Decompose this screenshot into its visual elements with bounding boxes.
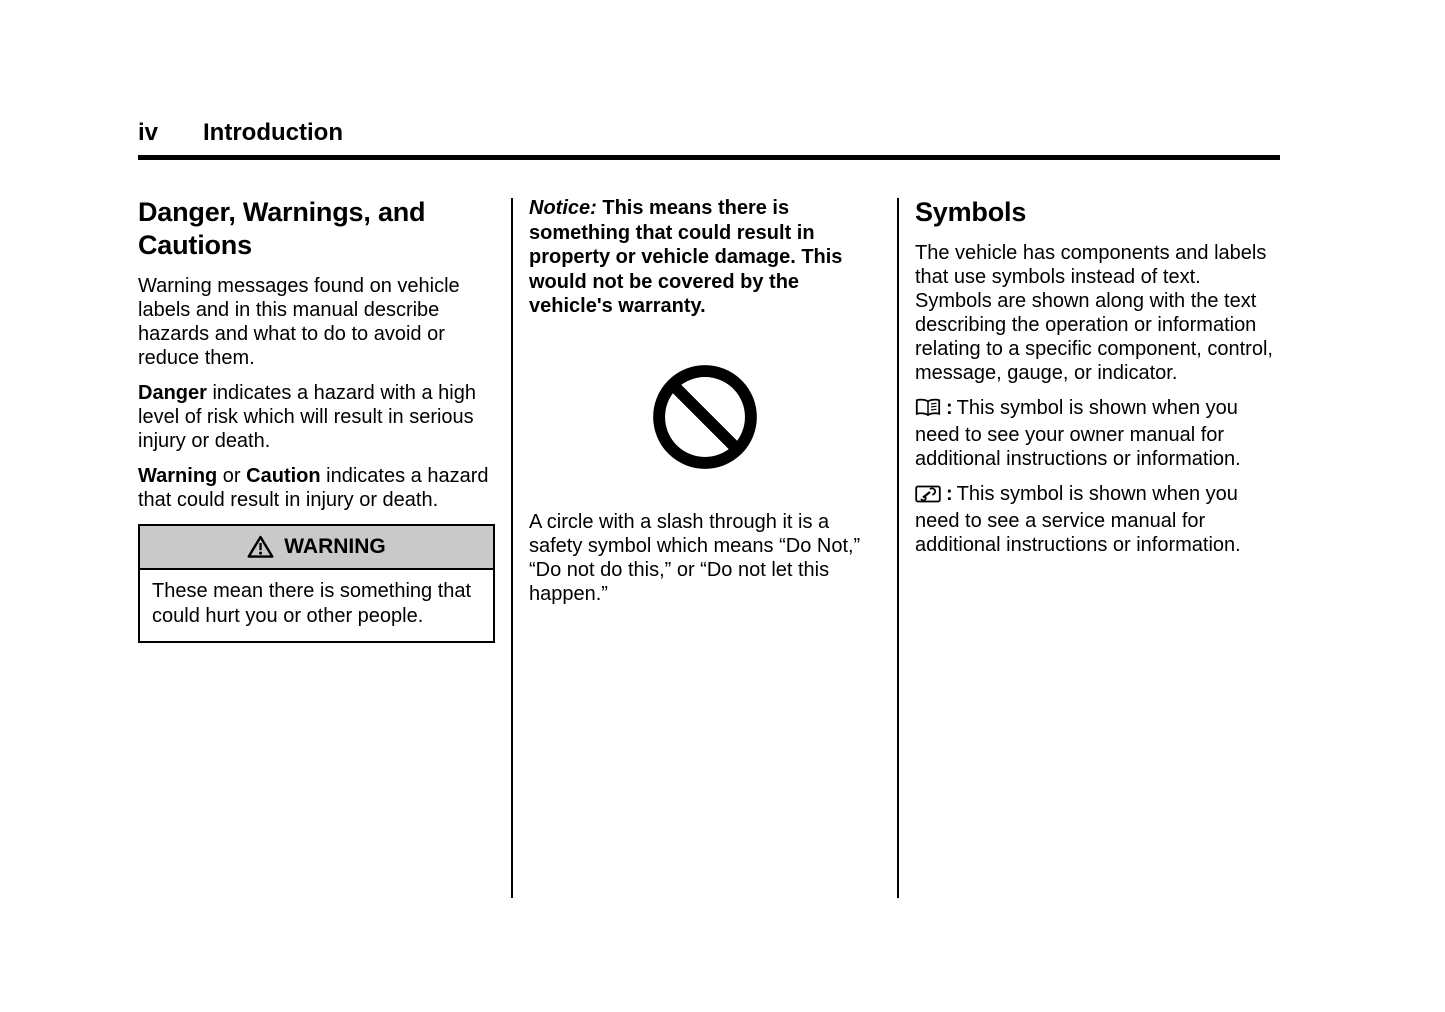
dangers-heading: Danger, Warnings, and Cautions xyxy=(138,197,426,261)
warning-caution-description: indicates a hazard that could result in injury or death. xyxy=(138,465,489,512)
warning-box xyxy=(138,524,495,643)
danger-description: indicates a hazard with a high level of risk which will result in serious injury or death. xyxy=(138,382,476,453)
column-notice xyxy=(529,196,881,898)
no-symbol-wrap xyxy=(529,363,881,476)
caution-term: Caution xyxy=(246,465,321,488)
dangers-paragraph-1: Warning messages found on vehicle labels and in this manual describe hazards and what to do to avoid or reduce them. xyxy=(138,275,460,370)
warning-caution-connector: or xyxy=(217,465,247,488)
warning-box-header xyxy=(140,526,493,570)
column-divider-left xyxy=(511,198,513,898)
service-manual-icon xyxy=(915,485,941,509)
dangers-paragraph-2 xyxy=(138,381,495,453)
warning-term: Warning xyxy=(138,465,218,488)
content-columns xyxy=(138,196,1445,898)
owner-manual-entry-text: This symbol is shown when you need to see your owner manual for additional instructions or information. xyxy=(915,397,1241,471)
entry-separator: : xyxy=(946,397,953,420)
symbol-entry-service-manual xyxy=(915,482,1273,557)
column-symbols xyxy=(915,196,1273,898)
notice-paragraph xyxy=(529,196,881,319)
notice-label: Notice: xyxy=(529,197,597,220)
no-symbol-caption: A circle with a slash through it is a safety symbol which means “Do Not,” “Do not do this,” or “Do not let this happen.” xyxy=(529,510,861,605)
page-number: iv xyxy=(138,119,159,146)
warning-box-body: These mean there is something that could hurt you or other people. xyxy=(152,580,472,628)
no-symbol-icon xyxy=(651,363,759,471)
owner-manual-icon xyxy=(915,398,941,423)
dangers-paragraph-3 xyxy=(138,464,495,512)
section-title: Introduction xyxy=(203,119,343,146)
column-divider-right xyxy=(897,198,899,898)
header-rule xyxy=(138,155,1280,160)
notice-text: This means there is something that could result in property or vehicle damage. This would not be covered by the vehicle's warranty. xyxy=(529,197,843,318)
symbols-paragraph: The vehicle has components and labels that use symbols instead of text. Symbols are shown along with the text describing the operation or information relating to a specific component, control, message, gauge, or indicator. xyxy=(915,242,1273,385)
symbol-entry-owner-manual xyxy=(915,396,1273,471)
entry-separator: : xyxy=(946,483,953,506)
column-dangers-warnings-cautions xyxy=(138,196,495,898)
warning-box-title: WARNING xyxy=(284,535,386,559)
symbols-heading: Symbols xyxy=(915,197,1027,228)
page-header xyxy=(138,120,1445,146)
warning-triangle-icon xyxy=(247,535,274,559)
danger-term: Danger xyxy=(138,382,207,405)
service-manual-entry-text: This symbol is shown when you need to see a service manual for additional instructions or information. xyxy=(915,483,1241,557)
